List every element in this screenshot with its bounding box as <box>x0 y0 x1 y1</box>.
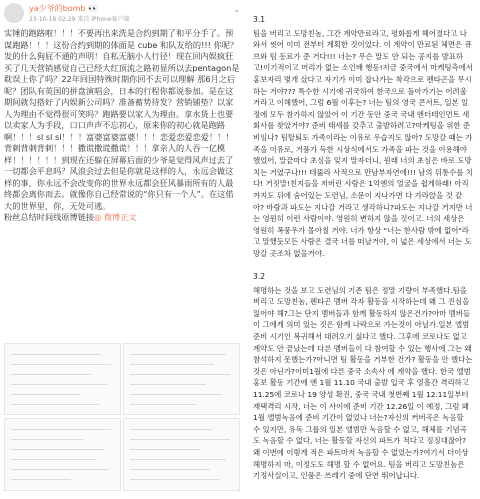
section-title: 3.1 <box>253 15 266 24</box>
translation-section-2 <box>253 271 473 482</box>
weibo-link[interactable]: ◎ 微博正文 <box>94 212 137 222</box>
section-body: 해명하는 것을 보고 도련님의 기존 팀은 정말 기량이 부족했다.팀을 버리고 도망친놈, 펜타곤 멤버 각자 활동을 시작하는데 왜 그 진심을 잃어야 해?그는 단지 멤버들과 함께 활동하지 않은건가?아마 멤버들이 그에게 의미 있는 것은 함께 나락으로 가는것이 아닐가.일본 앨범 준비 시기인 복귀해서 대려오기 싫다고 했다. 그후에 코로나도 없고 계약도 안 끝났는데 다른 멤버들이 다 참여할 수 있는 행사에 그는 왜 참석하지 못했는가?아니면 팀 활동을 거부한 건가? 활동을 안 했다는 것은 아닌가?이미1월에 다른 중국 소속사 에 계약을 했다. 한국 앨범홍보 활동 기간에 앤 1월 11.10 국내 출발 입국 후 열흘간 격리하고 11.25에 코로나 19 양성 확진, 중국 국내 첫번째 1월 12.11일부터 재택격리 시작, 너는 이 사이에 준비 기간 12.26일 이 예정, 그럼 왜 1월 앨범녹음에 준비 기간이 없었나 너는?자신의 커버곡은 녹음할 수 있지만, 유독 그룹의 일본 앨범만 녹음할 수 없고, 해체를 기념곡도 녹음할 수 없다, 너는 활동할 자신의 파트가 적다고 징징대잖아?왜 이번에 이렇게 적은 파트마저 녹음할 수 없었는가?여기서 더이상 해명하지 마, 이정도도 해명 할 수 없어요. 팀을 버리고 도망친놈은 기정사실이고, 인품은 쓰레기 중에 단연 뛰어납니다. <box>253 285 473 481</box>
image-thumbnail[interactable] <box>4 343 121 415</box>
section-body: 팀을 버리고 도망친놈, 그간 계약만료라고, 평화롭게 헤어졌다고 나와서 씻어 이미 전부터 계획한 것이었다. 이 계약이 만료된 체면은 큐브와 팀 동료가 준 거다!!! 너는? 무슨 말도 안 되는 공지를 발표하고!이기적이고 머리가 없는 소인배 행동!지금 중국에서 마케팅측에서 홍보자리 몇개 샀다고 자기가 이미 잡나가는 착각으로 펜타곤을 무시하는 거야??? 특수한 시기에 귀국하여 한국으로 돌아가기는 어려울 거라고 이해했어, 그럼 6월 이후는? 너는 팀의 영국 콘서트, 일본 일정에 모두 참가하지 않았어 이 기간 동안 중국 국내 엔터테인먼트 새 회사를 찾았거야? 준비 태세를 갖추고 출발하려고?마케팅을 위한 준비임나? 팀탈퇴도 가족이라는 이유로 우습지도 않아? 도망갈 때는 가족을 이유로, 거품가 득한 시상식에서도 가족을 파는 것을 이용해야 했었어, 말끝마다 초심을 잊지 말자더니, 원래 너의 초심은 바로 도망치는 거였구나!!! 테뚫라 사적으로 만남부자연애!!! 남의 뒤통수를 치다! 거짓말!친지들을 저버린 사람은 1억엔의 얼굴을 쉽게하래! 아직까지도 뒤에 숨어있는 도련님, 소문이 지나가면 다 가라앉을 것 같아? 바람과 파도는 지나갈 거라고 생각하니?파도는 지나갈 거지만 너는 영원히 이런 사람이야. 영원히 변하지 않을 것이고. 너의 세상은 영원히 폭풍우가 몰아칠 거야. 너가 항상 "너는 한사람 밖에 없어"라고 말했듯모든 사람은 결국 너를 떠날거야, 이 넓은 세상에서 너는 도망갈 곳조차 없을거야. <box>253 28 473 258</box>
screenshot-image-grid <box>4 343 240 493</box>
section-title: 3.2 <box>253 272 266 281</box>
image-thumbnail[interactable] <box>123 418 240 491</box>
username[interactable]: ya少爷的bomb 👀 <box>29 4 98 13</box>
post-body <box>4 28 240 224</box>
post-paragraph-2: 上也要以卖家人为手段，口口声声不忘初心，原来你的初心就是跑路啊！！！sl sl sl！！！ <box>4 108 234 142</box>
avatar[interactable] <box>4 3 24 23</box>
korean-translation-panel <box>250 0 480 499</box>
image-thumbnail[interactable] <box>123 343 240 415</box>
translation-section-1 <box>253 14 473 259</box>
image-thumbnail[interactable] <box>4 418 121 491</box>
post-paragraph-3: 富婆富婆富婆！！！恋爱恋爱恋爱！！！背刺背刺背刺！！！撒谎撒谎撒谎！！！拿亲人的人吞一亿模样！！！！！！到现在还躲在屏幕后面的少爷是觉得风声过去了一切都会平息吗？风浪会过去但是你就是这样的人，永远会做这样的事，你永远不会改变你的世界永远都会狂风暴雨所有的人最终都会离你而去。就像你自己经常说的“你只有一个人”。在这偌大的世界里，你，无处可逃。 <box>4 131 234 211</box>
chevron-down-icon[interactable]: ⌄ <box>233 5 240 14</box>
post-paragraph-4: 粉丝总结时间线原博链接 <box>4 212 95 222</box>
post-paragraph-1: 实锤的跑路啦！！！不要再出来洗是合约到期了和平分手了。预谋跑路！！！这份合约到期的体面是 cube 和队友给的!!! 你呢？ 发的什么狗屁不通的声明！自私无脑小人行径！现在回内娱疯狂买了几天营销感觉自己已经大红顶流之路初显所以去pentagon是耽误上你了吗？22年回国特殊时期你回不去可以理解 那6月之后呢？团队有英国的拼盘演唱会，日本的行程你都说参加。是在这期间就勾搭好了内娱新公司吗？准备蓄势待发？营销铺垫？以家人为理由不觉得很可笑吗？跑路要以家人为理由。拿水货 <box>4 28 240 119</box>
post-header <box>4 3 240 25</box>
post-meta: 23-10-18 02:29 来自 iPhone客户端 <box>29 16 130 23</box>
